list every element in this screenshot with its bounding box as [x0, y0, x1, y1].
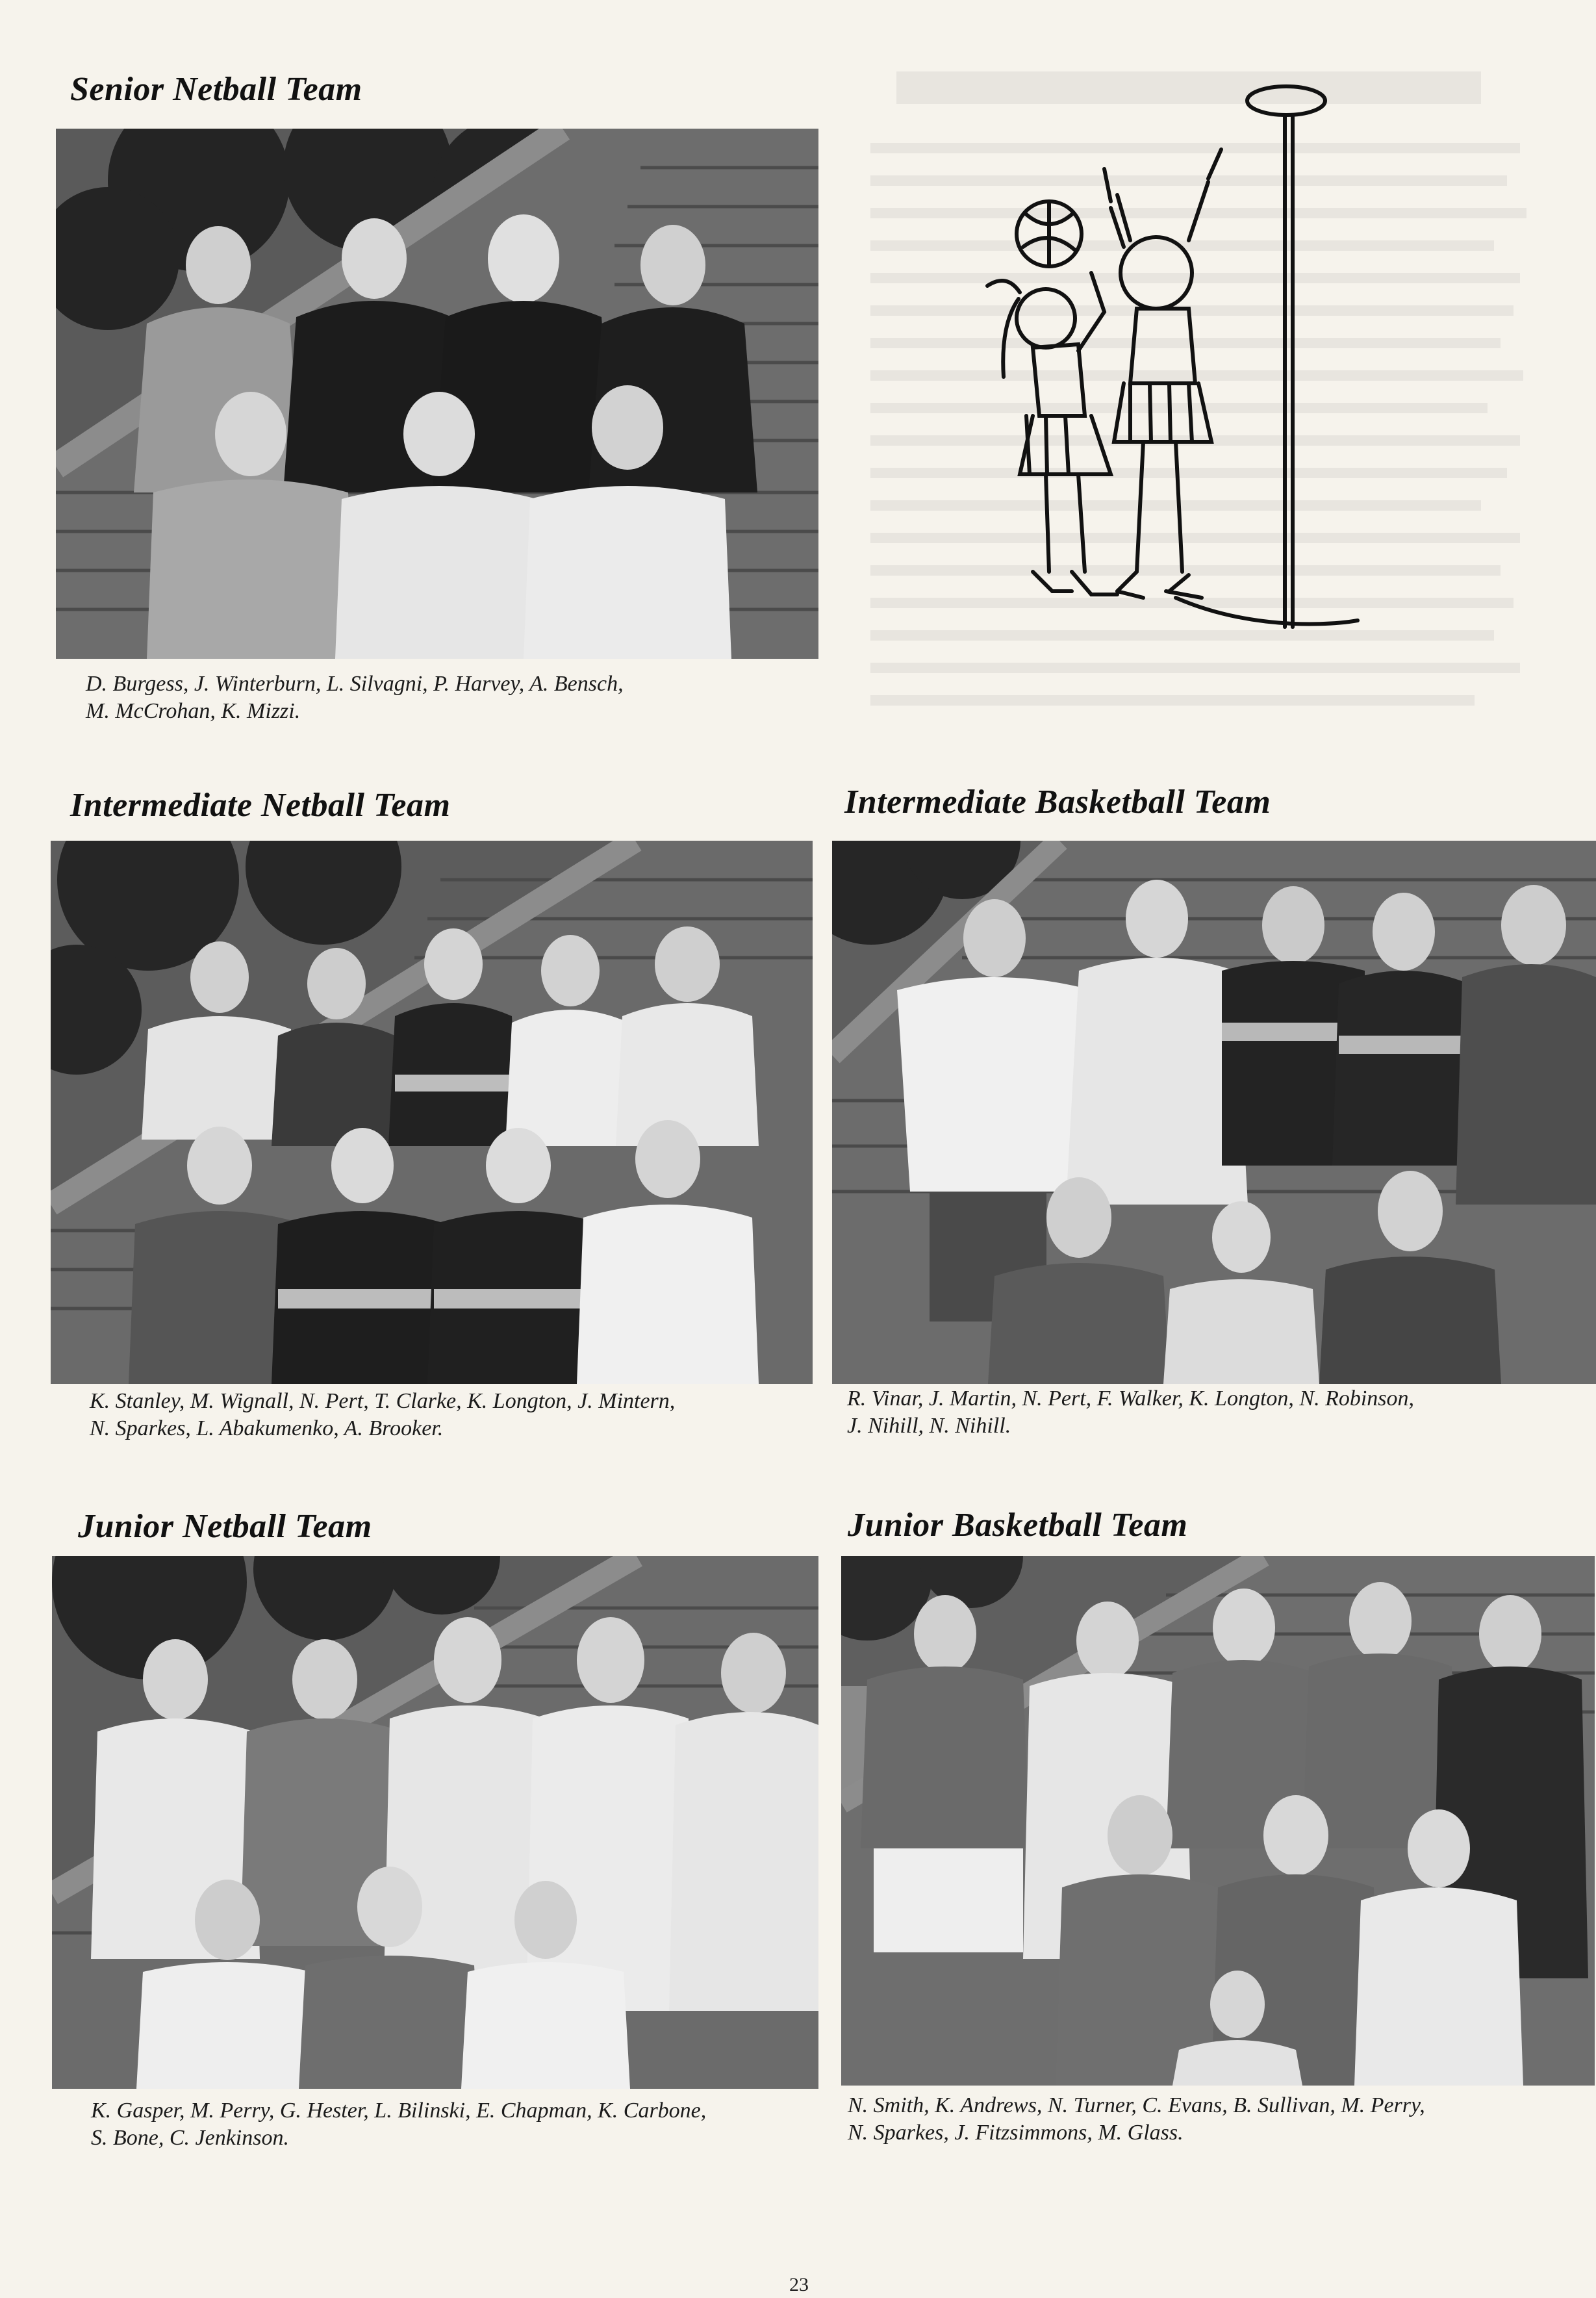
caption-line: M. McCrohan, K. Mizzi.	[86, 699, 301, 723]
team-photo-junior-netball	[52, 1556, 818, 2089]
team-photo-intermediate-basketball	[832, 841, 1596, 1384]
caption-line: D. Burgess, J. Winterburn, L. Silvagni, P. Harvey, A. Bensch,	[86, 672, 624, 696]
caption-intermediate-basketball	[847, 1385, 1414, 1440]
caption-line: K. Stanley, M. Wignall, N. Pert, T. Clarke, K. Longton, J. Mintern,	[90, 1389, 676, 1413]
section-title-intermediate-netball: Intermediate Netball Team	[70, 787, 451, 824]
section-title-intermediate-basketball: Intermediate Basketball Team	[844, 784, 1271, 821]
caption-line: S. Bone, C. Jenkinson.	[91, 2126, 289, 2150]
section-title-senior-netball: Senior Netball Team	[70, 71, 362, 108]
caption-line: N. Smith, K. Andrews, N. Turner, C. Evans, B. Sullivan, M. Perry,	[848, 2093, 1425, 2117]
caption-senior-netball	[86, 670, 624, 725]
section-title-junior-basketball: Junior Basketball Team	[848, 1507, 1188, 1544]
netball-players-illustration	[942, 78, 1397, 643]
caption-intermediate-netball	[90, 1388, 675, 1442]
page-number: 23	[789, 2274, 809, 2295]
team-photo-intermediate-netball	[51, 841, 813, 1384]
caption-line: N. Sparkes, L. Abakumenko, A. Brooker.	[90, 1416, 444, 1440]
caption-line: J. Nihill, N. Nihill.	[847, 1414, 1011, 1438]
caption-line: N. Sparkes, J. Fitzsimmons, M. Glass.	[848, 2121, 1184, 2145]
caption-junior-netball	[91, 2097, 706, 2152]
caption-junior-basketball	[848, 2092, 1425, 2147]
team-photo-junior-basketball	[841, 1556, 1595, 2086]
caption-line: R. Vinar, J. Martin, N. Pert, F. Walker, K. Longton, N. Robinson,	[847, 1386, 1415, 1411]
team-photo-senior-netball	[56, 129, 818, 659]
section-title-junior-netball: Junior Netball Team	[78, 1508, 372, 1545]
caption-line: K. Gasper, M. Perry, G. Hester, L. Bilinski, E. Chapman, K. Carbone,	[91, 2099, 707, 2123]
